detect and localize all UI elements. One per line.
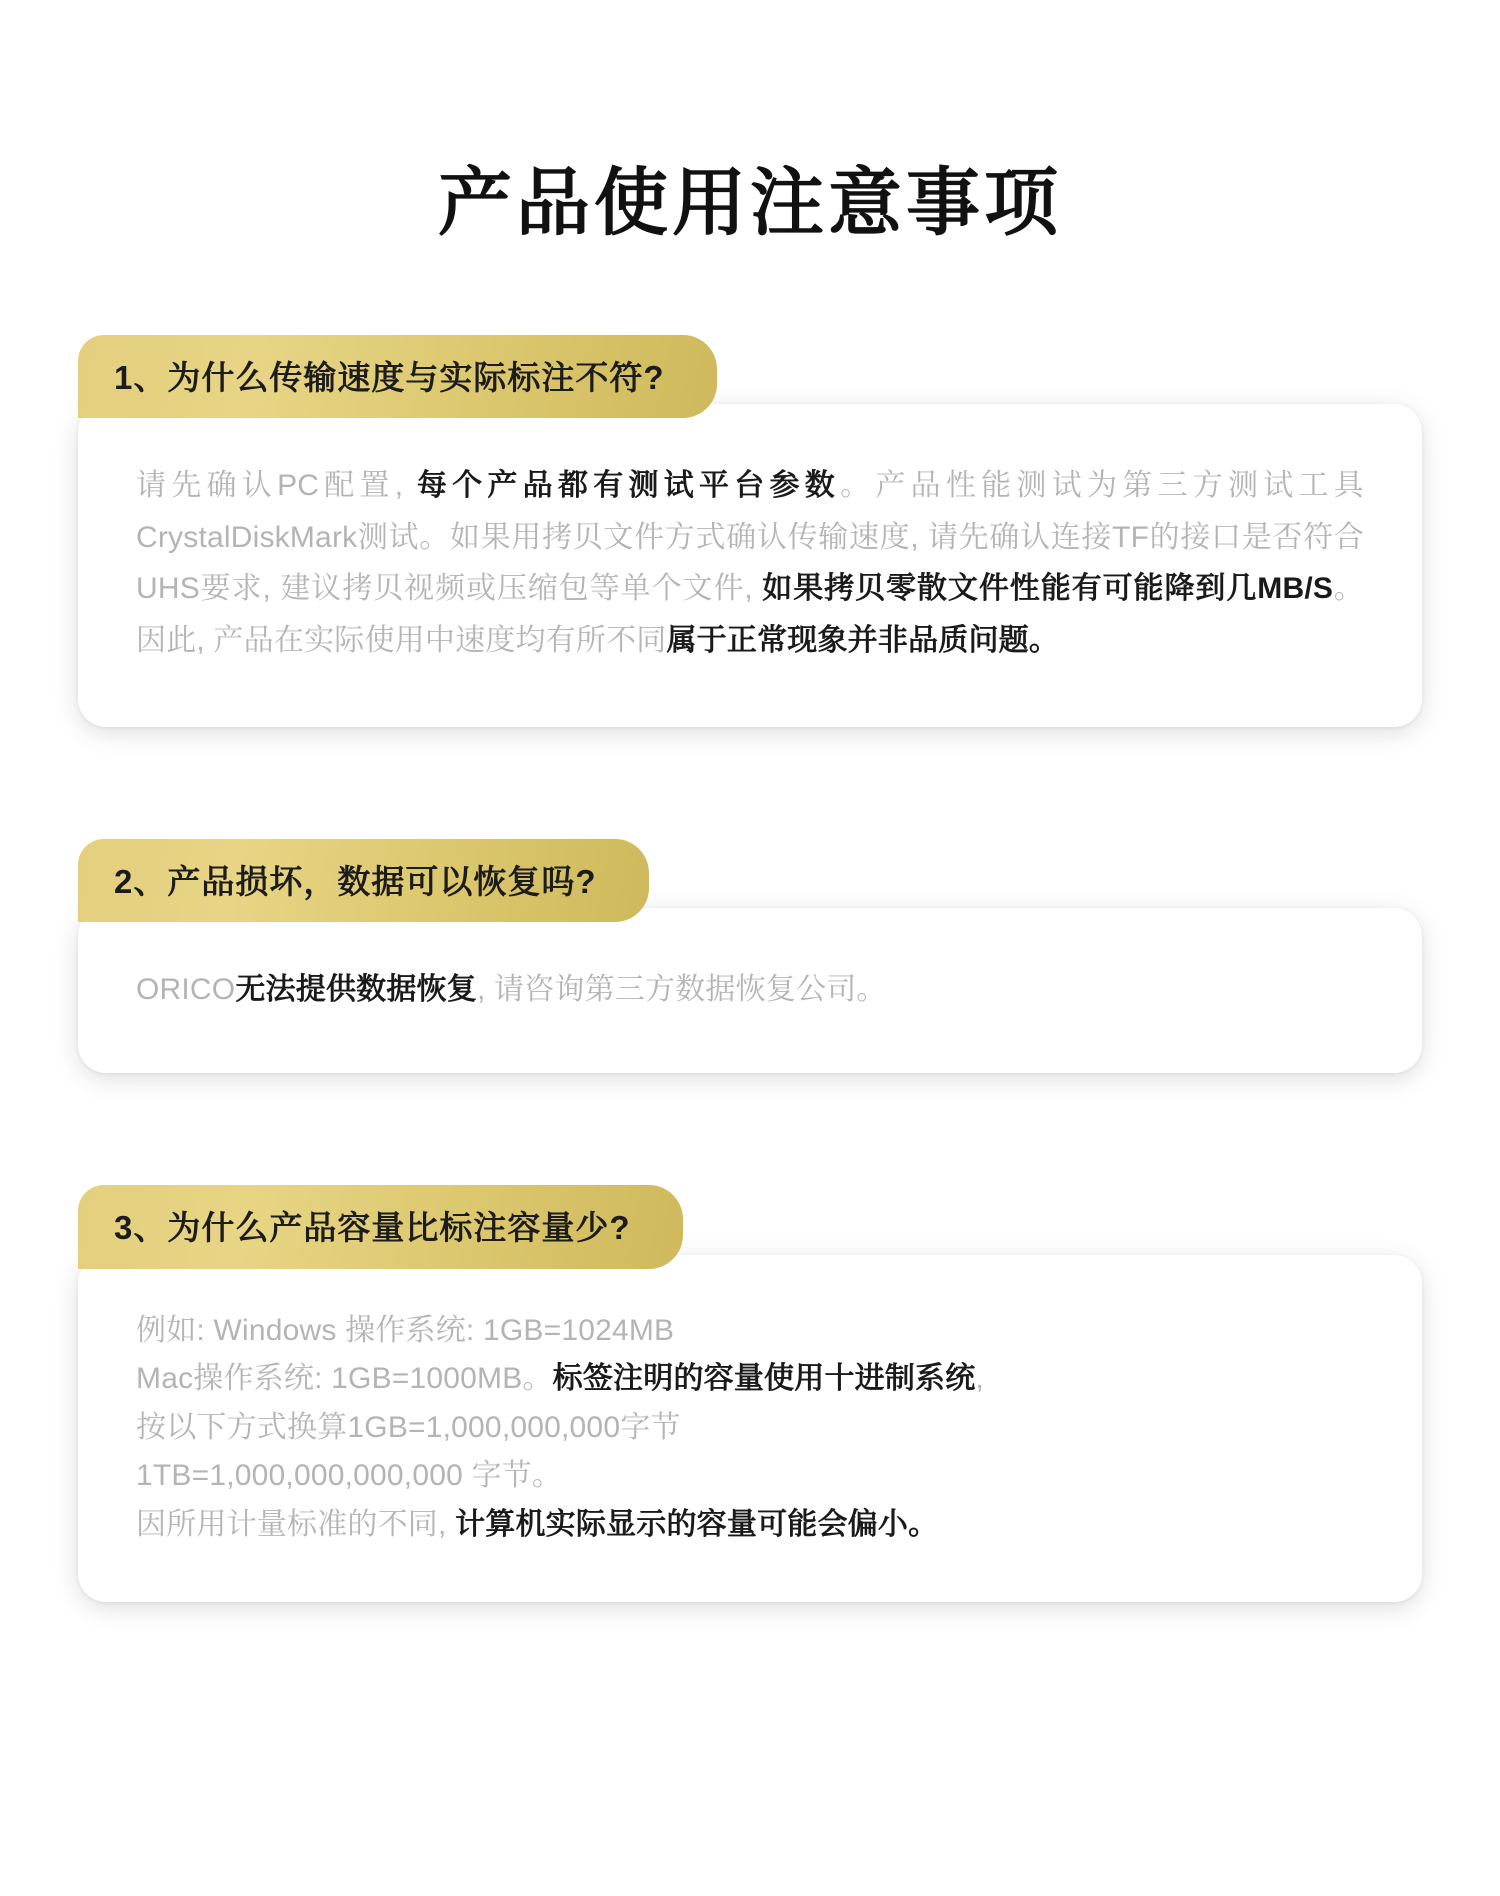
faq-answer-3 <box>78 1255 1422 1602</box>
faq-header-2 <box>78 839 649 922</box>
faq-answer-2 <box>78 908 1422 1074</box>
faq-answer-line: 按以下方式换算1GB=1,000,000,000字节 <box>136 1410 681 1444</box>
faq-answer-line: Mac操作系统: 1GB=1000MB。标签注明的容量使用十进制系统, <box>136 1362 984 1396</box>
faq-item-3 <box>78 1185 1422 1601</box>
faq-header-3 <box>78 1185 683 1268</box>
faq-page <box>0 50 1500 1896</box>
faq-question-3: 3、为什么产品容量比标注容量少? <box>114 1209 631 1247</box>
faq-answer-line: 因所用计量标准的不同, 计算机实际显示的容量可能会偏小。 <box>136 1508 939 1542</box>
faq-question-2: 2、产品损坏，数据可以恢复吗? <box>114 862 597 900</box>
faq-answer-paragraph: ORICO无法提供数据恢复, 请咨询第三方数据恢复公司。 <box>136 972 887 1006</box>
faq-answer-line: 例如: Windows 操作系统: 1GB=1024MB <box>136 1313 675 1347</box>
faq-question-1: 1、为什么传输速度与实际标注不符? <box>114 358 665 396</box>
faq-item-1 <box>78 335 1422 727</box>
faq-answer-paragraph: 请先确认PC配置, 每个产品都有测试平台参数。产品性能测试为第三方测试工具CrystalDiskMark测试。如果用拷贝文件方式确认传输速度, 请先确认连接TF的接口是否符合UHS要求, 建议拷贝视频或压缩包等单个文件, 如果拷贝零散文件性能有可能降到几MB/S。因此, 产品在实际使用中速度均有所不同属于正常现象并非品质问题。 <box>136 469 1365 657</box>
faq-item-2 <box>78 839 1422 1074</box>
faq-answer-line: 1TB=1,000,000,000,000 字节。 <box>136 1459 563 1493</box>
faq-header-1 <box>78 335 717 418</box>
faq-list <box>0 335 1500 1602</box>
page-title: 产品使用注意事项 <box>438 160 1062 244</box>
faq-answer-1 <box>78 404 1422 726</box>
